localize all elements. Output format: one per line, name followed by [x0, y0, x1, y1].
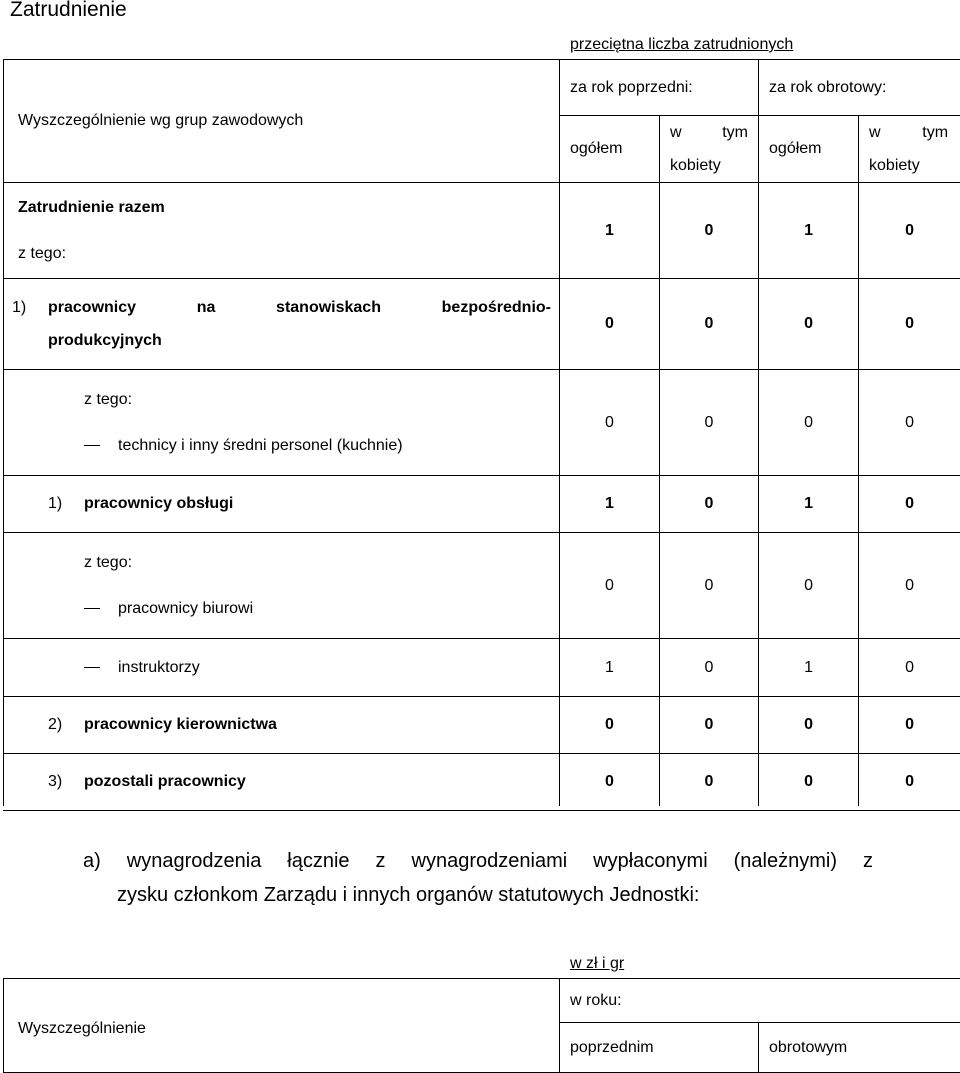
- tym-word-2: tym: [922, 116, 948, 149]
- para-word: wynagrodzenia: [127, 844, 262, 878]
- value-cell: 0: [560, 697, 660, 754]
- value-cell: 0: [859, 279, 960, 370]
- row-label: [4, 533, 560, 639]
- col-label: Wyszczególnienie wg grup zawodowych: [18, 112, 303, 129]
- value-cell: 0: [560, 754, 660, 811]
- row-number: 1): [12, 291, 26, 324]
- row-word: bezpośrednio-: [442, 291, 551, 324]
- table-row: [4, 476, 960, 533]
- table-row: [4, 183, 960, 279]
- row-label: [4, 697, 560, 754]
- value-cell: 1: [759, 639, 859, 697]
- curr-kobiety: kobiety: [869, 149, 948, 182]
- prev-total-label: ogółem: [570, 140, 622, 157]
- table-row: [4, 639, 960, 697]
- value-cell: 0: [859, 697, 960, 754]
- row-label: [4, 639, 560, 697]
- row-subtitle: z tego:: [18, 231, 559, 277]
- row-number: 3): [48, 773, 62, 791]
- para-word: z: [376, 844, 386, 878]
- table-row: [4, 697, 960, 754]
- row-label: [4, 183, 560, 279]
- top-header: przeciętna liczba zatrudnionych: [570, 36, 793, 54]
- row-line2: produkcyjnych: [48, 324, 551, 357]
- prev-women-head: [660, 116, 759, 183]
- paragraph-marker: a): [83, 844, 101, 878]
- value-cell: 0: [859, 639, 960, 697]
- curr-women-head: [859, 116, 960, 183]
- prev-total-head: [560, 116, 660, 183]
- value-cell: 0: [560, 533, 660, 639]
- table-row: [4, 754, 960, 811]
- w-word: w: [670, 116, 682, 149]
- section-title: Zatrudnienie: [10, 0, 127, 22]
- paragraph-line1: [83, 844, 873, 878]
- value-cell: 0: [759, 533, 859, 639]
- value-cell: 1: [560, 183, 660, 279]
- row-word: na: [197, 291, 216, 324]
- dash-bullet-icon: [84, 608, 100, 609]
- row-text: pracownicy obsługi: [48, 495, 233, 512]
- value-cell: 1: [759, 476, 859, 533]
- unit-label: w zł i gr: [570, 955, 624, 973]
- value-cell: 0: [560, 279, 660, 370]
- value-cell: 0: [859, 370, 960, 476]
- row-word: stanowiskach: [276, 291, 381, 324]
- table-row: [4, 533, 960, 639]
- value-cell: 0: [660, 279, 759, 370]
- row-text: pozostali pracownicy: [48, 773, 246, 790]
- year-label: w roku:: [570, 992, 622, 1009]
- value-cell: 0: [759, 370, 859, 476]
- col-label-cell-2: [4, 979, 560, 1073]
- value-cell: 0: [759, 697, 859, 754]
- table-row: [4, 279, 960, 370]
- header-row-years: [4, 60, 960, 116]
- sub-head: z tego:: [84, 377, 559, 423]
- curr-col-cell: [759, 1023, 960, 1073]
- prev-year-cell: [560, 60, 759, 116]
- para-word: (należnymi): [734, 844, 837, 878]
- curr-total-head: [759, 116, 859, 183]
- value-cell: 0: [560, 370, 660, 476]
- tym-word: tym: [722, 116, 748, 149]
- row-label: [4, 279, 560, 370]
- col-label-cell: [4, 60, 560, 183]
- value-cell: 0: [859, 754, 960, 811]
- row-word: pracownicy: [48, 291, 136, 324]
- w-word-2: w: [869, 116, 881, 149]
- value-cell: 0: [660, 370, 759, 476]
- value-cell: 0: [859, 533, 960, 639]
- value-cell: 1: [560, 639, 660, 697]
- value-cell: 0: [660, 533, 759, 639]
- value-cell: 1: [759, 183, 859, 279]
- sub-head: z tego:: [84, 540, 559, 586]
- row-number: 1): [48, 495, 62, 513]
- row-item: technicy i inny średni personel (kuchnie): [118, 437, 403, 454]
- row-number: 2): [48, 716, 62, 734]
- remuneration-table: [3, 978, 960, 1073]
- col-label-2: Wyszczególnienie: [18, 1020, 146, 1037]
- row-title: Zatrudnienie razem: [18, 185, 559, 231]
- value-cell: 0: [859, 476, 960, 533]
- prev-kobiety: kobiety: [670, 149, 748, 182]
- curr-year-cell: [759, 60, 960, 116]
- row-text: pracownicy kierownictwa: [48, 716, 277, 733]
- curr-total-label: ogółem: [769, 140, 821, 157]
- curr-year-label: za rok obrotowy:: [769, 79, 886, 96]
- prev-year-label: za rok poprzedni:: [570, 79, 693, 96]
- para-word: z: [863, 844, 873, 878]
- dash-bullet-icon: [84, 445, 100, 446]
- table-cut: [0, 806, 960, 810]
- employment-table: [3, 59, 960, 811]
- value-cell: 1: [560, 476, 660, 533]
- value-cell: 0: [859, 183, 960, 279]
- paragraph: [83, 844, 873, 912]
- dash-bullet-icon: [84, 667, 100, 668]
- row-label: [4, 476, 560, 533]
- row-label: [4, 754, 560, 811]
- value-cell: 0: [759, 754, 859, 811]
- value-cell: 0: [660, 697, 759, 754]
- row-label: [4, 370, 560, 476]
- row-item: pracownicy biurowi: [118, 600, 253, 617]
- value-cell: 0: [660, 183, 759, 279]
- prev-col-label: poprzednim: [570, 1039, 654, 1056]
- value-cell: 0: [759, 279, 859, 370]
- value-cell: 0: [660, 639, 759, 697]
- table-row: [4, 370, 960, 476]
- para-word: wynagrodzeniami: [412, 844, 568, 878]
- prev-col-cell: [560, 1023, 759, 1073]
- curr-col-label: obrotowym: [769, 1039, 847, 1056]
- year-label-cell: [560, 979, 960, 1023]
- value-cell: 0: [660, 476, 759, 533]
- para-word: łącznie: [287, 844, 349, 878]
- paragraph-line2: zysku członkom Zarządu i innych organów statutowych Jednostki:: [83, 878, 873, 912]
- value-cell: 0: [660, 754, 759, 811]
- para-word: wypłaconymi: [593, 844, 707, 878]
- row-item: instruktorzy: [118, 659, 200, 676]
